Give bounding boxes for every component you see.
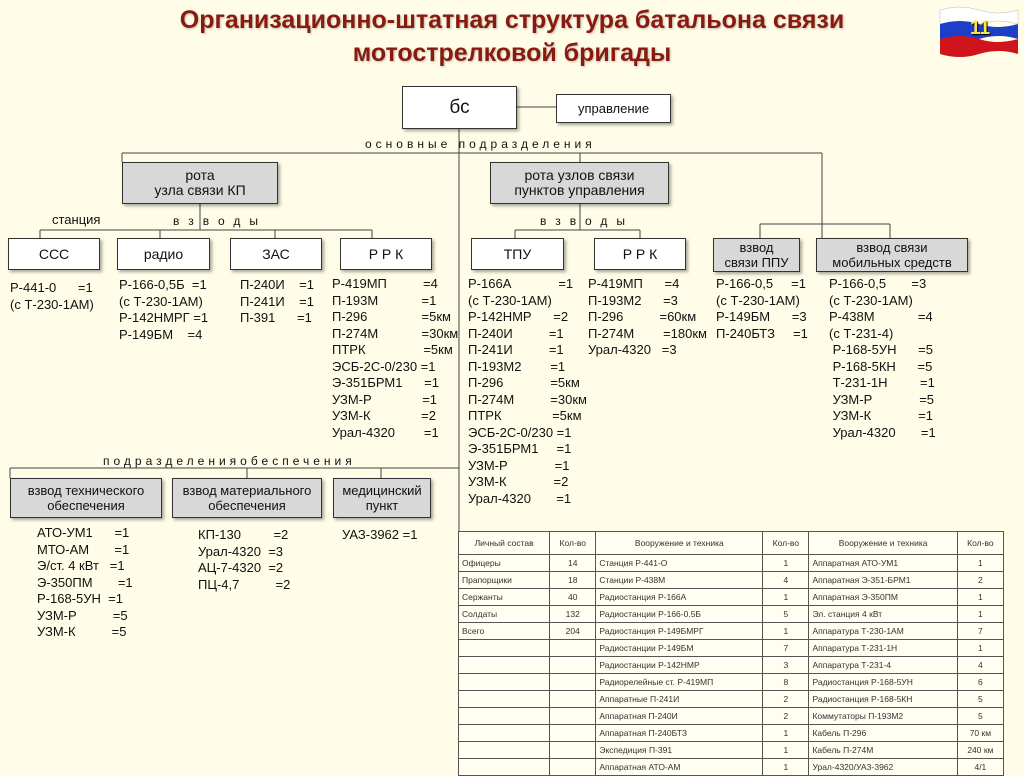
table-cell: 132 [550,606,596,623]
table-cell: Радиостанция Р-166А [596,589,763,606]
support-tech-equipment: АТО-УМ1 =1 МТО-АМ =1 Э/ст. 4 кВт =1 Э-350ПМ =1 Р-168-5УН =1 УЗМ-Р =5 УЗМ-К =5 [37,525,133,639]
table-row [459,759,1004,776]
table-cell [550,640,596,657]
table-cell: Радиорелейные ст. Р-419МП [596,674,763,691]
unit-zas-equipment: П-240И =1 П-241И =1 П-391 =1 [240,277,314,325]
summary-table [458,531,1004,776]
table-cell: Всего [459,623,550,640]
table-cell: Аппаратура Т-231-1Н [809,640,957,657]
table-cell: Урал-4320/УАЗ-3962 [809,759,957,776]
battalion-box: бс [402,86,517,129]
support-medical-line1: медицинский [342,483,422,498]
station-label: станция [52,212,101,227]
slide-title-line2: мотострелковой бригады [352,39,672,67]
table-cell: 1 [763,589,809,606]
unit-rrk1-equipment: Р-419МП =4 П-193М =1 П-296 =5км П-274М =30км ПТРК =5км ЭСБ-2С-0/230 =1 Э-351БРМ1 =1 УЗМ-Р =1 УЗМ-К =2 Урал-4320 =1 [332,276,459,440]
table-header: Кол-во [957,532,1003,555]
table-header: Кол-во [550,532,596,555]
unit-ssc-equipment: Р-441-0 =1 (с Т-230-1АМ) [10,280,94,312]
table-cell [550,708,596,725]
table-cell: 18 [550,572,596,589]
unit-ssc-box: ССС [8,238,100,270]
table-cell: Сержанты [459,589,550,606]
unit-radio-box: радио [117,238,210,270]
unit-tpu-box: ТПУ [471,238,564,270]
unit-tpu-equipment: Р-166А =1 (с Т-230-1АМ) Р-142НМР =2 П-240И =1 П-241И =1 П-193М2 =1 П-296 =5км П-274М =30км ПТРК =5км ЭСБ-2С-0/230 =1 Э-351БРМ1 =1 УЗМ-Р =1 УЗМ-К =2 Урал-4320 =1 [468,276,587,506]
unit-zas-box: ЗАС [230,238,322,270]
table-cell: Аппаратная Э-351-БРМ1 [809,572,957,589]
unit-rrk1-box: Р Р К [340,238,432,270]
table-cell: Аппаратные П-241И [596,691,763,708]
table-cell [550,657,596,674]
table-cell: 2 [957,572,1003,589]
table-row [459,742,1004,759]
table-cell: 40 [550,589,596,606]
table-cell: Радиостанция Р-168-5УН [809,674,957,691]
table-cell: 7 [957,623,1003,640]
table-cell: Радиостанции Р-166-0.5Б [596,606,763,623]
table-cell [459,640,550,657]
support-tech-line1: взвод технического [27,483,145,498]
table-cell [459,759,550,776]
main-units-heading: основные подразделения [365,137,596,151]
management-box: управление [556,94,671,123]
table-cell: Аппаратура Т-231-4 [809,657,957,674]
table-cell: Эл. станция 4 кВт [809,606,957,623]
table-header: Кол-во [763,532,809,555]
table-cell: Кабель П-274М [809,742,957,759]
table-cell: 4 [957,657,1003,674]
table-cell: 1 [957,589,1003,606]
table-cell: 1 [763,725,809,742]
table-cell: 5 [957,691,1003,708]
table-cell: Аппаратура Т-230-1АМ [809,623,957,640]
table-cell: Аппаратная П-240БТЗ [596,725,763,742]
company-pu-line2: пунктов управления [514,182,645,198]
unit-mobile-line1: взвод связи [856,240,928,255]
support-medical-box [333,478,431,518]
unit-rrk2-box: Р Р К [594,238,686,270]
unit-radio-equipment: Р-166-0,5Б =1 (с Т-230-1АМ) Р-142НМРГ =1 Р-149БМ =4 [119,277,209,342]
table-row [459,674,1004,691]
support-units-heading: подразделенияобеспечения [103,454,356,468]
unit-ppu-line1: взвод [739,240,774,255]
table-cell [459,691,550,708]
table-cell: 240 км [957,742,1003,759]
table-cell [459,742,550,759]
table-cell: Радиостанция Р-149БМРГ [596,623,763,640]
table-cell: Радиостанции Р-142НМР [596,657,763,674]
slide-title-line1: Организационно-штатная структура батальона связи [179,6,845,34]
table-row [459,657,1004,674]
table-header: Вооружение и техника [596,532,763,555]
table-cell: Радиостанция Р-168-5КН [809,691,957,708]
company-pu-box [490,162,669,204]
table-cell: 3 [763,657,809,674]
company-pu-line1: рота узлов связи [524,167,635,183]
table-cell [550,742,596,759]
table-cell [459,657,550,674]
company-kp-line1: рота [185,167,215,183]
support-tech-line2: обеспечения [47,498,125,513]
table-cell [550,691,596,708]
table-cell: 5 [763,606,809,623]
unit-rrk2-equipment: Р-419МП =4 П-193М2 =3 П-296 =60км П-274М =180км Урал-4320 =3 [588,276,707,357]
table-cell: 1 [763,623,809,640]
table-cell: 2 [763,691,809,708]
table-cell: 2 [763,708,809,725]
support-material-line2: обеспечения [208,498,286,513]
table-cell [550,759,596,776]
table-cell: Аппаратная АТО-УМ1 [809,555,957,572]
table-row [459,606,1004,623]
table-cell: 1 [957,640,1003,657]
table-row [459,572,1004,589]
table-cell: Экспедиция П-391 [596,742,763,759]
table-row [459,691,1004,708]
unit-mobile-box [816,238,968,272]
unit-ppu-line2: связи ППУ [724,255,789,270]
table-cell: 1 [763,742,809,759]
company-kp-box [122,162,278,204]
slide-number: 11 [969,18,991,39]
table-cell: Аппаратная П-240И [596,708,763,725]
platoons-label-left: взводы [173,214,268,228]
table-cell [459,725,550,742]
support-material-line1: взвод материального [182,483,312,498]
table-cell: Аппаратная АТО-АМ [596,759,763,776]
table-cell: 4/1 [957,759,1003,776]
table-cell: Офицеры [459,555,550,572]
table-cell: 70 км [957,725,1003,742]
unit-mobile-line2: мобильных средств [832,255,952,270]
table-cell [459,674,550,691]
unit-ppu-equipment: Р-166-0,5 =1 (с Т-230-1АМ) Р-149БМ =3 П-240БТЗ =1 [716,276,808,341]
table-cell: Солдаты [459,606,550,623]
table-cell: 1 [763,555,809,572]
table-row [459,725,1004,742]
support-tech-box [10,478,162,518]
table-cell: Аппаратная Э-350ПМ [809,589,957,606]
table-row [459,640,1004,657]
table-row [459,708,1004,725]
table-cell: Радиостанции Р-149БМ [596,640,763,657]
table-header: Вооружение и техника [809,532,957,555]
table-cell: 14 [550,555,596,572]
support-medical-equipment: УАЗ-3962 =1 [342,527,418,542]
table-cell: Прапорщики [459,572,550,589]
table-cell [550,725,596,742]
platoons-label-right: взводы [540,214,635,228]
table-header: Личный состав [459,532,550,555]
table-cell [550,674,596,691]
table-cell: 5 [957,708,1003,725]
table-cell: 6 [957,674,1003,691]
support-medical-line2: пункт [365,498,399,513]
table-cell [459,708,550,725]
table-row [459,623,1004,640]
unit-ppu-box [713,238,800,272]
table-cell: 1 [957,606,1003,623]
company-kp-line2: узла связи КП [154,182,246,198]
table-cell: 1 [763,759,809,776]
table-cell: Станции Р-438М [596,572,763,589]
table-cell: Коммутаторы П-193М2 [809,708,957,725]
table-cell: 7 [763,640,809,657]
table-cell: Кабель П-296 [809,725,957,742]
table-cell: 4 [763,572,809,589]
table-row [459,589,1004,606]
table-cell: Станция Р-441-О [596,555,763,572]
support-material-box [172,478,322,518]
table-cell: 204 [550,623,596,640]
unit-mobile-equipment: Р-166-0,5 =3 (с Т-230-1АМ) Р-438М =4 (с Т-231-4) Р-168-5УН =5 Р-168-5КН =5 Т-231-1Н =1 УЗМ-Р =5 УЗМ-К =1 Урал-4320 =1 [829,276,936,440]
table-row [459,555,1004,572]
support-material-equipment: КП-130 =2 Урал-4320 =3 АЦ-7-4320 =2 ПЦ-4,7 =2 [198,527,291,592]
table-cell: 1 [957,555,1003,572]
table-header-row [459,532,1004,555]
table-cell: 8 [763,674,809,691]
